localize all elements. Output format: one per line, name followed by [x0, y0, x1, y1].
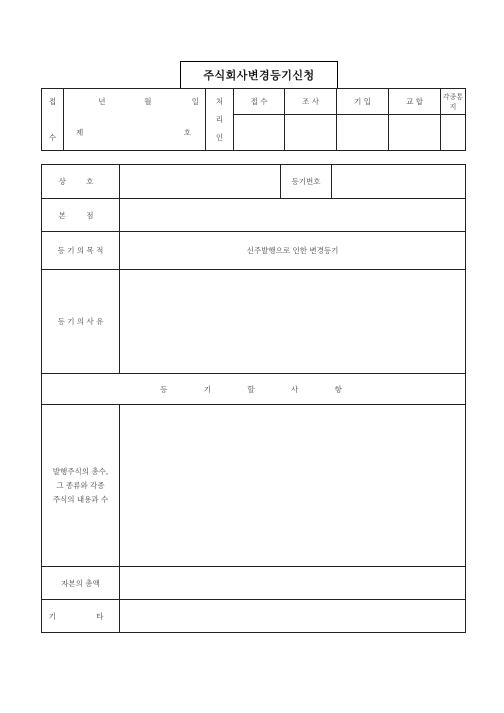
etc-label: 기 타	[42, 600, 120, 633]
number-prefix: 제	[76, 127, 84, 137]
month-label: 월	[144, 97, 152, 107]
shares-label-line-2: 그 종류와 각종	[56, 480, 105, 490]
day-label: 일	[191, 97, 199, 107]
reception-table	[41, 88, 466, 151]
collation-stamp-cell[interactable]	[389, 115, 441, 151]
col-entry: 기 입	[337, 89, 389, 115]
number-suffix: 호	[183, 127, 191, 137]
purpose-value[interactable]: 신주발행으로 인한 변경등기	[120, 232, 466, 270]
year-cell[interactable]	[64, 89, 110, 115]
reg-number-field[interactable]	[332, 165, 466, 199]
head-office-field[interactable]	[120, 199, 466, 232]
reception-char-2: 수	[48, 132, 57, 142]
reason-label: 등 기 의 사 유	[42, 270, 120, 374]
col-investigation: 조 사	[285, 89, 337, 115]
shares-label-line-3: 주식의 내용과 수	[52, 494, 109, 504]
trade-name-field[interactable]	[120, 165, 281, 199]
processor-char-1: 처	[215, 96, 224, 106]
shares-label	[42, 405, 120, 567]
col-notice: 각종통지	[441, 89, 466, 115]
col-collation: 교 합	[389, 89, 441, 115]
reg-number-label: 등기번호	[281, 165, 332, 199]
trade-name-label: 상 호	[42, 165, 120, 199]
processor-label	[206, 89, 234, 151]
number-value-cell[interactable]	[110, 115, 158, 151]
head-office-label: 본 점	[42, 199, 120, 232]
registration-form-table	[41, 164, 466, 633]
number-prefix-cell[interactable]	[64, 115, 110, 151]
processor-char-2: 리	[215, 114, 224, 124]
etc-field[interactable]	[120, 600, 466, 633]
processor-char-3: 인	[215, 132, 224, 142]
month-cell[interactable]	[110, 89, 158, 115]
day-cell[interactable]	[158, 89, 206, 115]
matters-header: 등 기 할 사 항	[42, 374, 466, 405]
purpose-label: 등 기 의 목 적	[42, 232, 120, 270]
shares-label-line-1: 발행주식의 총수,	[52, 466, 109, 476]
reception-label	[42, 89, 64, 151]
number-suffix-cell[interactable]	[158, 115, 206, 151]
entry-stamp-cell[interactable]	[337, 115, 389, 151]
reason-field[interactable]	[120, 270, 466, 374]
notice-stamp-cell[interactable]	[441, 115, 466, 151]
capital-label: 자본의 총액	[42, 567, 120, 600]
col-reception: 접 수	[234, 89, 285, 115]
document-title: 주식회사변경등기신청	[180, 61, 338, 89]
year-label: 년	[98, 97, 106, 107]
investigation-stamp-cell[interactable]	[285, 115, 337, 151]
capital-field[interactable]	[120, 567, 466, 600]
reception-char-1: 접	[48, 96, 57, 106]
reception-stamp-cell[interactable]	[234, 115, 285, 151]
shares-field[interactable]	[120, 405, 466, 567]
